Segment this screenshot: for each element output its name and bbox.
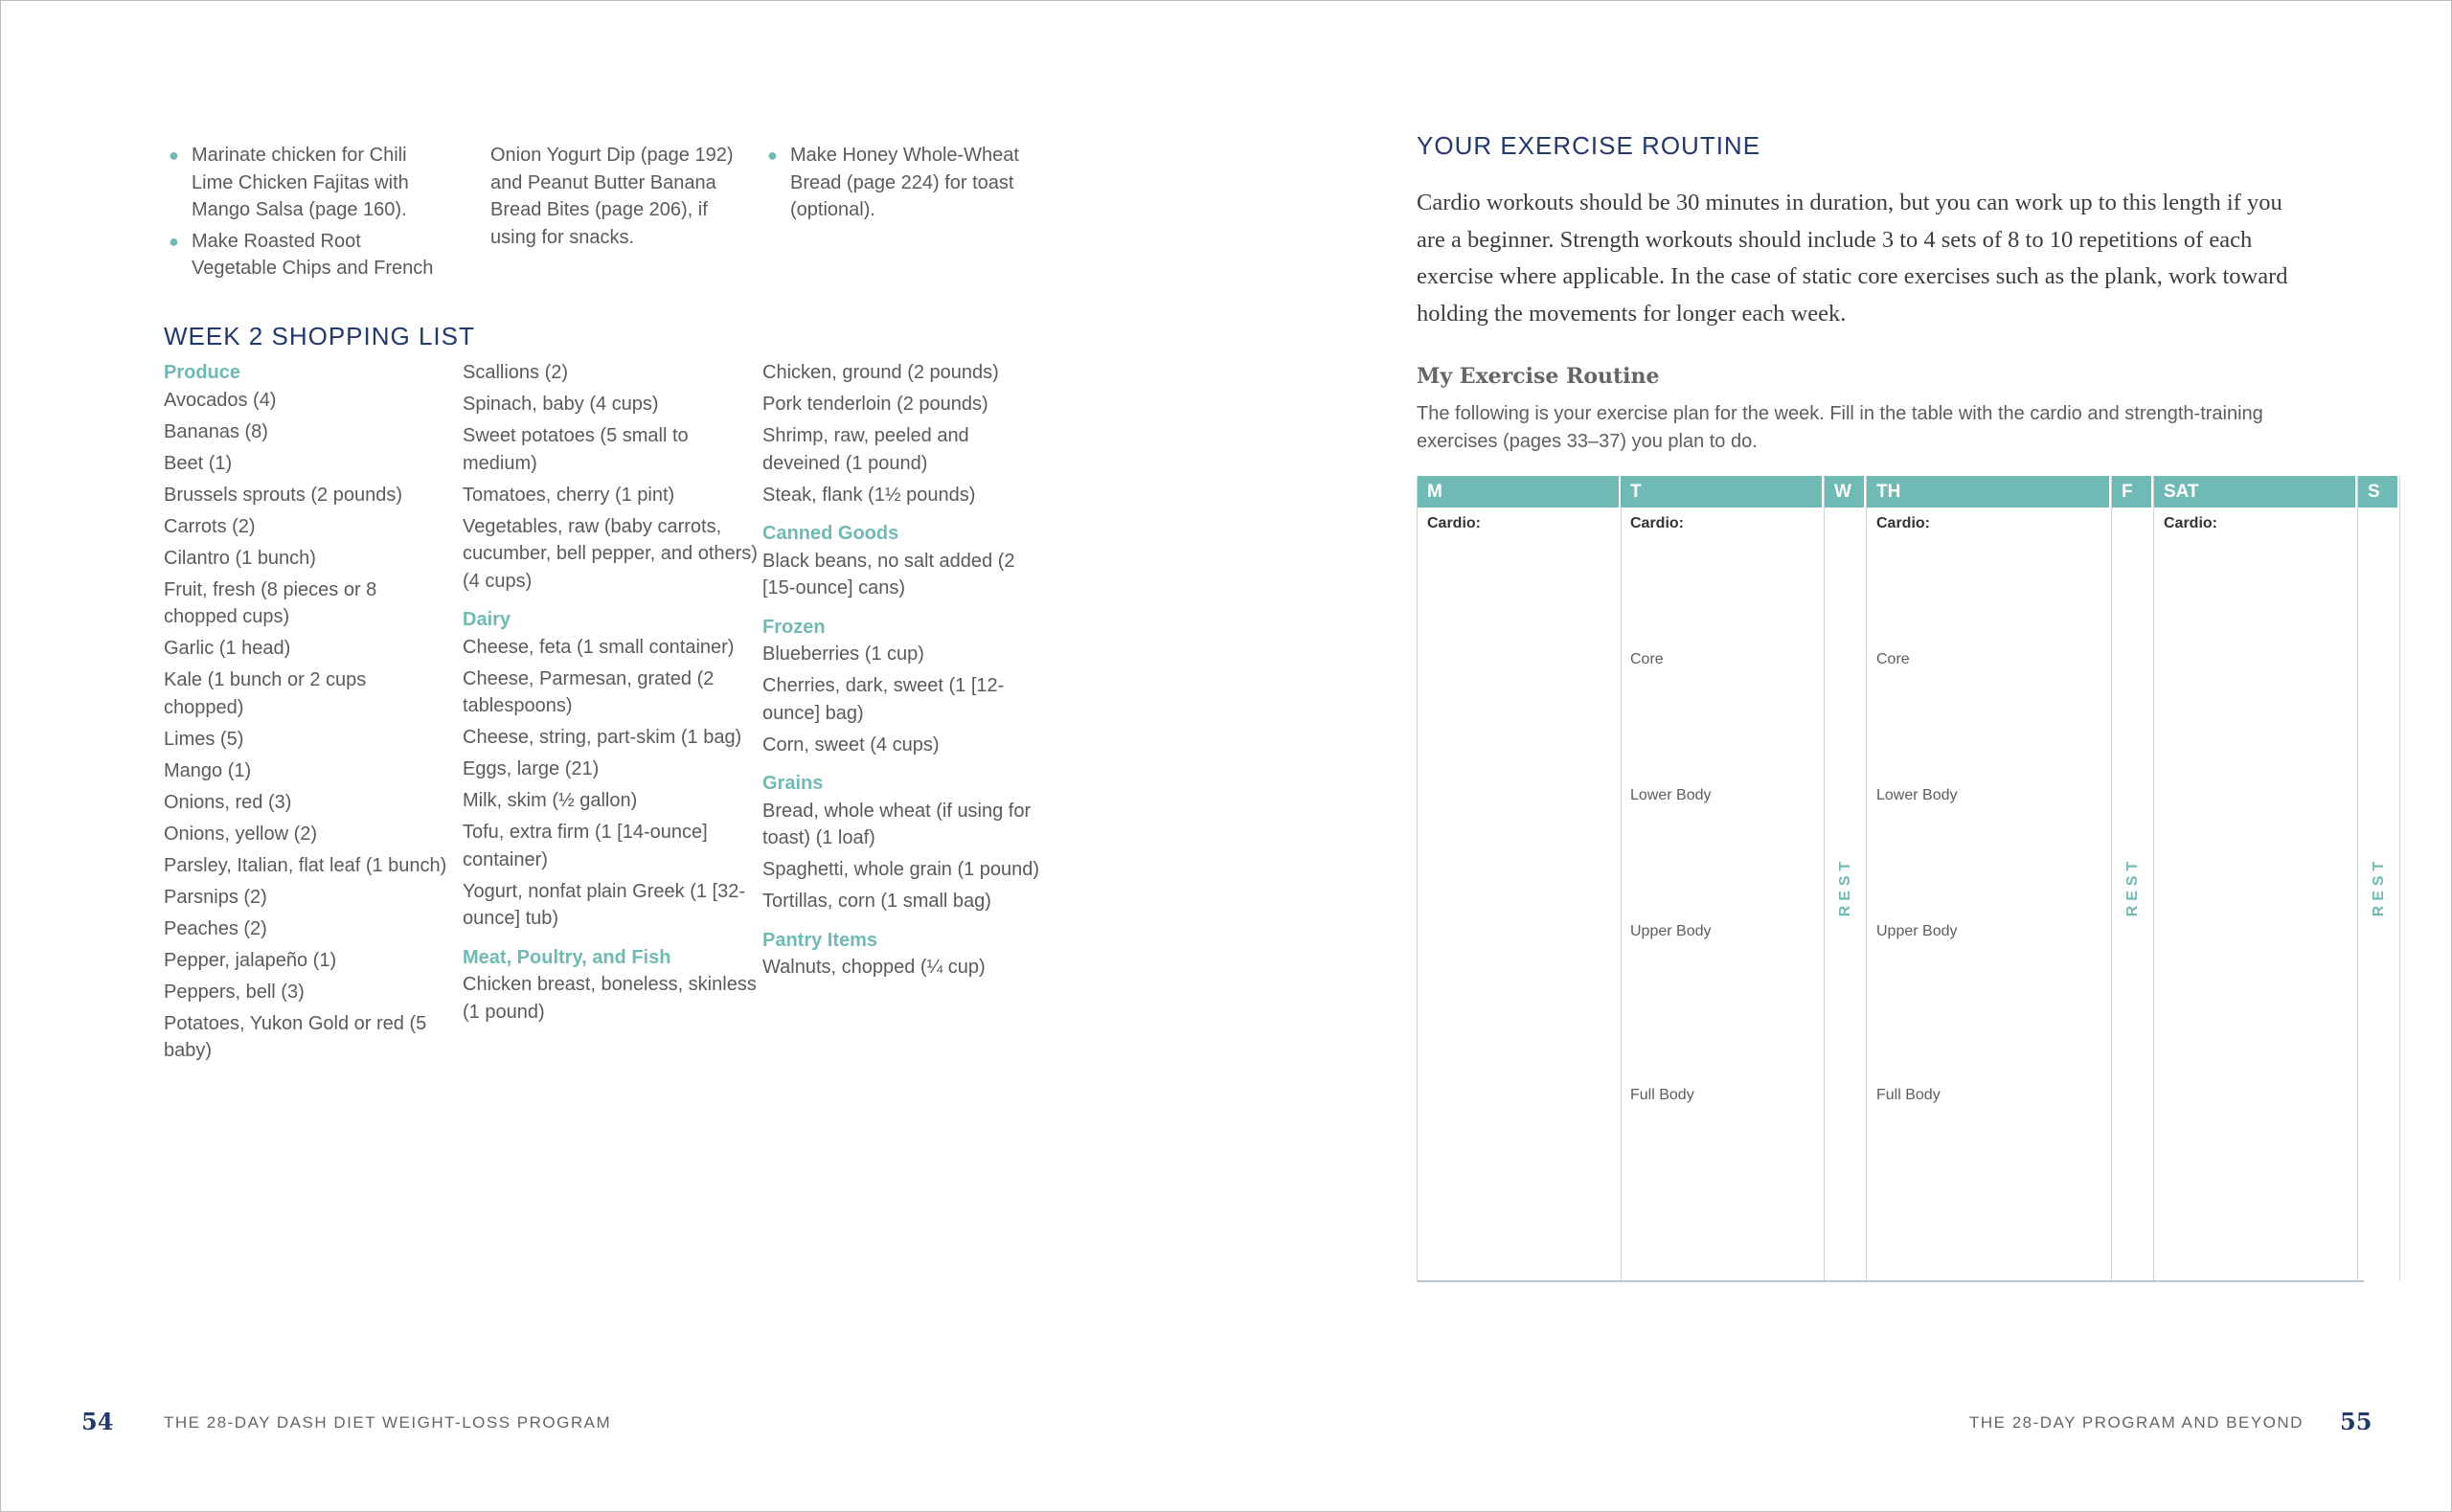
dairy-list [463, 634, 760, 933]
list-item: Pork tenderloin (2 pounds) [762, 394, 988, 415]
day-header: T [1621, 476, 1824, 508]
list-item: Spinach, baby (4 cups) [463, 394, 659, 415]
list-item: Onions, red (3) [164, 791, 292, 813]
shopping-column-2 [463, 359, 760, 1030]
day-column-sat [2154, 476, 2358, 1280]
category-canned: Canned Goods [762, 523, 899, 544]
list-item-continued: Onion Yogurt Dip (page 192) and Peanut Butter Banana Bread Bites (page 206), if using for snacks. [490, 145, 734, 248]
list-item: Spaghetti, whole grain (1 pound) [762, 859, 1040, 880]
list-item: Yogurt, nonfat plain Greek (1 [32-ounce] tub) [463, 880, 745, 929]
list-item: Pepper, jalapeño (1) [164, 949, 337, 971]
day-header: F [2112, 476, 2153, 508]
list-item: Tomatoes, cherry (1 pint) [463, 484, 675, 506]
list-item: Blueberries (1 cup) [762, 643, 924, 665]
list-item: Cheese, Parmesan, grated (2 tablespoons) [463, 667, 715, 716]
list-item: Vegetables, raw (baby carrots, cucumber, bell pepper, and others) (4 cups) [463, 515, 758, 592]
day-header: S [2358, 476, 2399, 508]
upper-body-label: Upper Body [1876, 923, 1958, 939]
upper-body-label: Upper Body [1630, 923, 1712, 939]
meat-list [463, 971, 760, 1026]
day-column-th [1867, 476, 2112, 1280]
core-label: Core [1876, 651, 1910, 667]
cardio-label: Cardio: [1630, 515, 1684, 531]
day-header: M [1418, 476, 1621, 508]
category-produce: Produce [164, 362, 241, 383]
list-item: Cherries, dark, sweet (1 [12-ounce] bag) [762, 675, 1005, 724]
list-item: Fruit, fresh (8 pieces or 8 chopped cups) [164, 578, 377, 627]
list-item: Parsley, Italian, flat leaf (1 bunch) [164, 854, 447, 876]
list-item: Brussels sprouts (2 pounds) [164, 484, 403, 506]
list-item: Potatoes, Yukon Gold or red (5 baby) [164, 1012, 427, 1061]
exercise-plan-table [1417, 476, 2387, 1282]
list-item: Cilantro (1 bunch) [164, 547, 316, 569]
meat-list-cont [762, 359, 1050, 508]
pantry-list [762, 954, 1050, 982]
list-item: Milk, skim (½ gallon) [463, 790, 638, 811]
cardio-label: Cardio: [1876, 515, 1930, 531]
full-body-label: Full Body [1876, 1087, 1941, 1103]
list-item: Beet (1) [164, 452, 233, 474]
list-item: Peppers, bell (3) [164, 981, 305, 1003]
list-item: Shrimp, raw, peeled and deveined (1 pound) [762, 425, 969, 474]
core-label: Core [1630, 651, 1664, 667]
bullet-icon: ● [169, 231, 179, 251]
list-item: Cheese, feta (1 small container) [463, 636, 735, 658]
list-item: Peaches (2) [164, 917, 267, 939]
day-column-m [1417, 476, 1622, 1280]
list-item: Carrots (2) [164, 515, 256, 537]
running-head-right: THE 28-DAY PROGRAM AND BEYOND [1969, 1413, 2304, 1432]
shopping-column-3 [762, 359, 1050, 985]
day-header: SAT [2154, 476, 2357, 508]
category-frozen: Frozen [762, 616, 826, 638]
category-pantry: Pantry Items [762, 929, 878, 951]
exercise-intro: Cardio workouts should be 30 minutes in duration, but you can work up to this length if you are a beginner. Strength workouts should include 3 to 4 sets of 8 to 10 repetitions of each exercise where applicable. In the case of static core exercises such as the plank, work toward holding the movements for longer each week. [1417, 190, 2288, 327]
day-header: TH [1867, 476, 2111, 508]
list-item: Chicken, ground (2 pounds) [762, 362, 999, 383]
produce-list [164, 387, 451, 1065]
list-item: Walnuts, chopped (¼ cup) [762, 957, 986, 978]
list-item: Eggs, large (21) [463, 758, 600, 779]
shopping-column-1 [164, 359, 451, 1069]
category-meat: Meat, Poultry, and Fish [463, 946, 671, 968]
list-item: Tortillas, corn (1 small bag) [762, 891, 991, 912]
cardio-label: Cardio: [1427, 515, 1481, 531]
rest-label: REST [2123, 856, 2141, 917]
lower-body-label: Lower Body [1630, 787, 1712, 803]
my-routine-description: The following is your exercise plan for the week. Fill in the table with the cardio and strength-training exercises (pages 33–37) you plan to do. [1417, 403, 2263, 452]
list-item: Mango (1) [164, 759, 252, 781]
canned-list [762, 548, 1050, 602]
page-number-left: 54 [81, 1408, 114, 1435]
day-column-f [2112, 476, 2154, 1280]
list-item: Sweet potatoes (5 small to medium) [463, 425, 689, 474]
list-item: Bananas (8) [164, 420, 268, 442]
cardio-label: Cardio: [2164, 515, 2217, 531]
list-item: ● Marinate chicken for Chili Lime Chicken Fajitas with Mango Salsa (page 160). [165, 142, 443, 224]
rest-label: REST [2370, 856, 2387, 917]
list-item: Avocados (4) [164, 389, 277, 411]
list-item: Black beans, no salt added (2 [15-ounce] cans) [762, 550, 1015, 598]
list-item: Parsnips (2) [164, 886, 267, 908]
day-column-w [1825, 476, 1867, 1280]
produce-list-cont [463, 359, 760, 595]
day-header: W [1825, 476, 1866, 508]
list-item: ● Make Roasted Root Vegetable Chips and French [165, 228, 443, 282]
list-item: Scallions (2) [463, 362, 569, 383]
day-column-t [1621, 476, 1825, 1280]
running-head-left: THE 28-DAY DASH DIET WEIGHT-LOSS PROGRAM [164, 1413, 612, 1432]
lower-body-label: Lower Body [1876, 787, 1958, 803]
list-item: Cheese, string, part-skim (1 bag) [463, 727, 742, 748]
bullet-icon: ● [169, 146, 179, 165]
list-item: Kale (1 bunch or 2 cups chopped) [164, 669, 367, 718]
list-item: Limes (5) [164, 728, 244, 750]
list-item: Tofu, extra firm (1 [14-ounce] container) [463, 822, 708, 870]
exercise-routine-title: YOUR EXERCISE ROUTINE [1417, 131, 1761, 160]
list-item: Steak, flank (1½ pounds) [762, 484, 976, 506]
category-grains: Grains [762, 773, 824, 794]
grains-list [762, 798, 1050, 915]
prep-list-column-2 [490, 142, 749, 251]
list-item: Onions, yellow (2) [164, 823, 318, 845]
rest-label: REST [1836, 856, 1853, 917]
shopping-list-title: WEEK 2 SHOPPING LIST [164, 322, 475, 350]
list-item: Corn, sweet (4 cups) [762, 733, 940, 756]
list-item: Bread, whole wheat (if using for toast) (1 loaf) [762, 800, 1032, 848]
frozen-list [762, 641, 1050, 758]
page-number-right: 55 [2340, 1408, 2373, 1435]
list-item: Garlic (1 head) [164, 638, 291, 659]
my-routine-title: My Exercise Routine [1417, 364, 1660, 389]
day-column-s [2358, 476, 2400, 1280]
full-body-label: Full Body [1630, 1087, 1694, 1103]
list-item: ● Make Honey Whole-Wheat Bread (page 224) for toast (optional). [763, 142, 1041, 224]
bullet-icon: ● [767, 146, 778, 165]
category-dairy: Dairy [463, 609, 511, 630]
prep-list-column-1 [165, 142, 443, 286]
prep-list-column-3 [763, 142, 1041, 228]
list-item: Chicken breast, boneless, skinless (1 pound) [463, 974, 757, 1023]
